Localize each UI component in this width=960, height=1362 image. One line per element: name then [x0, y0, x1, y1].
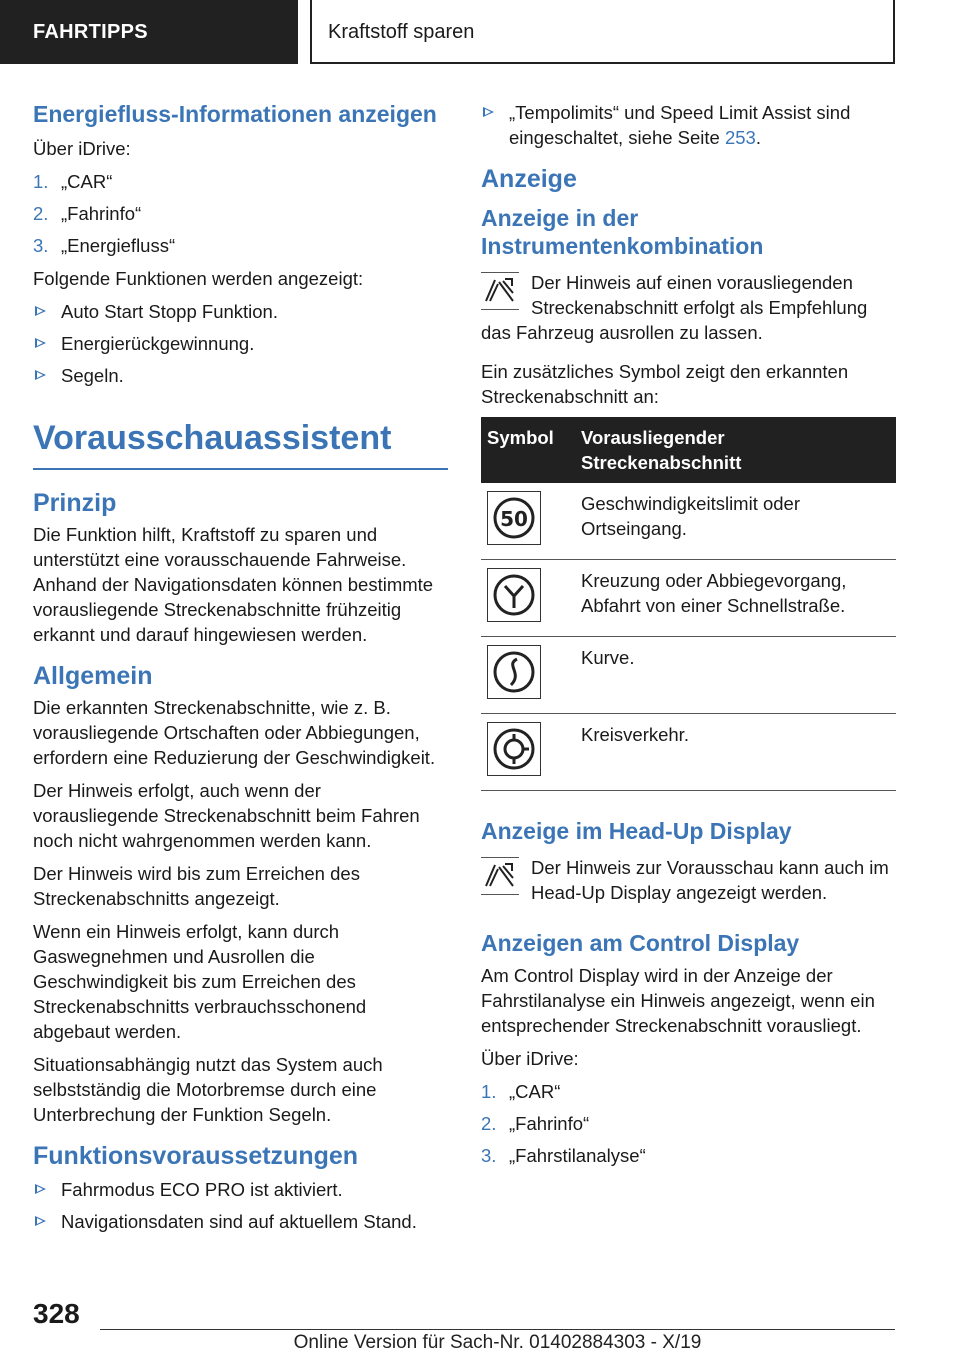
table-row: Kurve.	[481, 637, 896, 714]
symbol-intro: Ein zusätzliches Symbol zeigt den erkannten Streckenabschnitt an:	[481, 361, 849, 407]
general-heading: Allgemein	[33, 662, 153, 690]
symbol-table	[481, 417, 896, 791]
requirements-list	[33, 1177, 448, 1234]
requirements-heading: Funktionsvoraussetzungen	[33, 1142, 359, 1170]
junction-icon	[487, 568, 541, 622]
section-tab: FAHRTIPPS	[0, 0, 298, 64]
page-link[interactable]: 253	[724, 127, 756, 148]
cd-intro: Über iDrive:	[481, 1048, 579, 1069]
table-row: Kreisverkehr.	[481, 714, 896, 791]
page-number: 328	[33, 1298, 80, 1329]
curve-icon	[487, 645, 541, 699]
main-heading: Vorausschauassistent	[33, 418, 448, 470]
list-item: Auto Start Stopp Funktion.	[33, 299, 448, 324]
cd-text: Am Control Display wird in der Anzeige der Fahrstilanalyse ein Hinweis angezeigt, wenn ein entsprechender Streckenabschnitt vorausliegt.	[481, 965, 875, 1036]
principle-heading: Prinzip	[33, 489, 117, 517]
energy-intro: Über iDrive:	[33, 138, 131, 159]
bullet-triangle-icon	[35, 338, 46, 348]
list-item: 2. „Fahrinfo“	[481, 1113, 590, 1134]
table-row: Kreuzung oder Abbiegevorgang, Abfahrt von einer Schnellstraße.	[481, 560, 896, 637]
list-item: Navigationsdaten sind auf aktuellem Stand.	[33, 1209, 448, 1234]
general-paragraph: Situationsabhängig nutzt das System auch selbstständig die Motorbremse durch eine Unterbrechung der Funktion Segeln.	[33, 1054, 383, 1125]
functions-intro: Folgende Funktionen werden angezeigt:	[33, 268, 364, 289]
energy-steps	[33, 169, 448, 258]
bullet-triangle-icon	[35, 370, 46, 380]
list-item: 2. „Fahrinfo“	[33, 203, 142, 224]
left-column	[33, 100, 448, 1242]
hud-note: Der Hinweis zur Vorausschau kann auch im Head-Up Display angezeigt werden.	[481, 855, 896, 905]
bullet-triangle-icon	[35, 1216, 46, 1226]
bullet-triangle-icon	[483, 107, 494, 117]
svg-text:50: 50	[500, 507, 528, 531]
list-item: Segeln.	[33, 363, 448, 388]
list-item: 3. „Energiefluss“	[33, 235, 176, 256]
bullet-triangle-icon	[35, 306, 46, 316]
topic-title: Kraftstoff sparen	[310, 0, 895, 64]
general-paragraph: Der Hinweis erfolgt, auch wenn der vorausliegende Streckenabschnitt beim Fahren noch nicht wahrgenommen werden kann.	[33, 780, 420, 851]
table-header-row: Symbol Vorausliegender Streckenabschnitt	[481, 417, 896, 483]
bullet-triangle-icon	[35, 1184, 46, 1194]
cluster-note: Der Hinweis auf einen vorausliegenden Streckenabschnitt erfolgt als Empfehlung das Fahrzeug ausrollen zu lassen.	[481, 272, 868, 343]
coasting-road-icon	[481, 857, 519, 895]
list-item: Energierückgewinnung.	[33, 331, 448, 356]
right-column	[481, 100, 896, 1176]
page-header	[0, 0, 960, 66]
cluster-heading: Anzeige in der Instrumentenkombination	[481, 205, 764, 259]
cd-heading: Anzeigen am Control Display	[481, 930, 800, 956]
footer-text: Online Version für Sach-Nr. 01402884303 - X/19	[293, 1332, 702, 1353]
speed-limit-icon	[487, 491, 541, 545]
footer-divider	[100, 1329, 895, 1330]
functions-list	[33, 299, 448, 388]
list-item: „Tempolimits“ und Speed Limit Assist sind eingeschaltet, siehe Seite 253.	[481, 100, 896, 150]
display-heading: Anzeige	[481, 165, 577, 193]
coasting-road-icon	[481, 272, 519, 310]
energy-heading: Energiefluss-Informationen anzeigen	[33, 101, 437, 127]
roundabout-icon	[487, 722, 541, 776]
list-item: 3. „Fahrstilanalyse“	[481, 1145, 646, 1166]
general-paragraph: Die erkannten Streckenabschnitte, wie z. B. vorausliegende Ortschaften oder Abbiegungen, erfordern eine Reduzierung der Geschwindigkeit.	[33, 697, 436, 768]
list-item: Fahrmodus ECO PRO ist aktiviert.	[33, 1177, 448, 1202]
list-item: 1. „CAR“	[481, 1081, 561, 1102]
general-paragraph: Der Hinweis wird bis zum Erreichen des Streckenabschnitts angezeigt.	[33, 863, 360, 909]
requirements-list-cont	[481, 100, 896, 150]
table-row: 50 Geschwindigkeitslimit oder Ortseingang.	[481, 483, 896, 560]
hud-heading: Anzeige im Head-Up Display	[481, 818, 792, 844]
principle-text: Die Funktion hilft, Kraftstoff zu sparen und unterstützt eine vorausschauende Fahrweise. Anhand der Navigationsdaten können bestimmte vorausliegende Streckenabschnitte frühzeitig erkannt und darauf hingewiesen werden.	[33, 524, 434, 645]
cd-steps	[481, 1079, 896, 1168]
general-paragraph: Wenn ein Hinweis erfolgt, kann durch Gaswegnehmen und Ausrollen die Geschwindigkeit bis zum Erreichen des Streckenabschnitts verbrauchsschonend abgebaut werden.	[33, 921, 367, 1042]
list-item: 1. „CAR“	[33, 171, 113, 192]
